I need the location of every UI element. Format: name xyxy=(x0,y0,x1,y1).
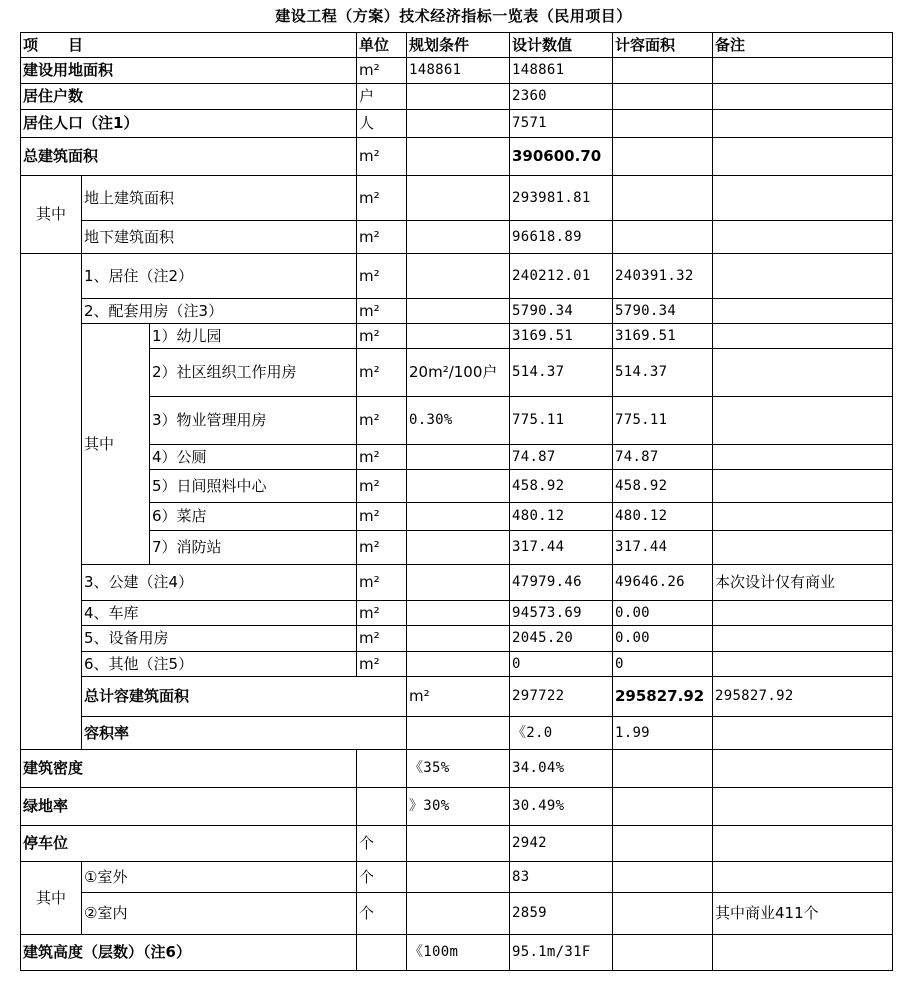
row-plan xyxy=(407,826,510,862)
row-label: 居住户数 xyxy=(21,84,357,110)
row-plan xyxy=(407,176,510,221)
row-unit: m² xyxy=(357,445,407,470)
row-plan xyxy=(407,254,510,299)
row-note xyxy=(713,299,893,324)
row-unit: m² xyxy=(357,254,407,299)
row-design: 295827.92 xyxy=(613,677,713,717)
row-note xyxy=(713,397,893,445)
table-row xyxy=(21,349,893,397)
row-label: ①室外 xyxy=(82,862,357,893)
header-note: 备注 xyxy=(713,33,893,58)
row-plan xyxy=(407,626,510,652)
row-design: 390600.70 xyxy=(510,138,613,176)
row-plan: 》30% xyxy=(407,788,510,826)
row-plan xyxy=(407,324,510,349)
row-note xyxy=(713,652,893,677)
row-design: 148861 xyxy=(510,58,613,84)
row-design: 458.92 xyxy=(510,470,613,503)
row-design: 2360 xyxy=(510,84,613,110)
row-label: 5、设备用房 xyxy=(82,626,357,652)
among-label: 其中 xyxy=(21,862,82,935)
row-design: 0 xyxy=(510,652,613,677)
row-design: 30.49% xyxy=(510,788,613,826)
row-design: 3169.51 xyxy=(510,324,613,349)
row-plan xyxy=(407,565,510,601)
row-plan: 148861 xyxy=(407,58,510,84)
row-design: 775.11 xyxy=(510,397,613,445)
row-plan: 《35% xyxy=(407,750,510,788)
row-unit: 人 xyxy=(357,110,407,138)
row-design: 94573.69 xyxy=(510,601,613,626)
row-far: 5790.34 xyxy=(613,299,713,324)
row-design: 480.12 xyxy=(510,503,613,531)
row-note xyxy=(713,626,893,652)
table-row xyxy=(21,470,893,503)
row-note xyxy=(713,324,893,349)
row-unit: m² xyxy=(357,470,407,503)
row-note xyxy=(713,110,893,138)
row-design: 2045.20 xyxy=(510,626,613,652)
row-far xyxy=(613,750,713,788)
table-row xyxy=(21,626,893,652)
row-far xyxy=(613,84,713,110)
row-note xyxy=(713,470,893,503)
row-note xyxy=(713,349,893,397)
row-far xyxy=(613,58,713,84)
row-far: 295827.92 xyxy=(713,677,893,717)
row-design: 96618.89 xyxy=(510,221,613,254)
table-row xyxy=(21,445,893,470)
table-row xyxy=(21,826,893,862)
row-label: 建筑密度 xyxy=(21,750,357,788)
row-plan xyxy=(407,862,510,893)
row-far: 3169.51 xyxy=(613,324,713,349)
row-label: 6、其他（注5） xyxy=(82,652,357,677)
row-label: 建筑高度（层数）（注6） xyxy=(21,935,357,971)
among-label: 其中 xyxy=(21,176,82,254)
row-design: 95.1m/31F xyxy=(510,935,613,971)
row-design: 514.37 xyxy=(510,349,613,397)
row-label: 绿地率 xyxy=(21,788,357,826)
row-label: ②室内 xyxy=(82,893,357,935)
row-unit: m² xyxy=(407,677,510,717)
row-note xyxy=(713,531,893,565)
row-design: 293981.81 xyxy=(510,176,613,221)
row-label: 4）公厕 xyxy=(150,445,357,470)
row-far: 0.00 xyxy=(613,626,713,652)
row-label: 3）物业管理用房 xyxy=(150,397,357,445)
row-label: 地下建筑面积 xyxy=(82,221,357,254)
header-design: 设计数值 xyxy=(510,33,613,58)
row-far xyxy=(613,176,713,221)
row-unit: m² xyxy=(357,324,407,349)
row-label: 停车位 xyxy=(21,826,357,862)
row-unit: m² xyxy=(357,652,407,677)
row-note xyxy=(713,826,893,862)
row-far: 480.12 xyxy=(613,503,713,531)
row-design: 2859 xyxy=(510,893,613,935)
table-row xyxy=(21,717,893,750)
row-plan: 20m²/100户 xyxy=(407,349,510,397)
row-note xyxy=(713,221,893,254)
row-unit: 个 xyxy=(357,893,407,935)
row-label: 1）幼儿园 xyxy=(150,324,357,349)
row-note: 其中商业411个 xyxy=(713,893,893,935)
row-label: 5）日间照料中心 xyxy=(150,470,357,503)
table-row xyxy=(21,935,893,971)
row-plan xyxy=(407,445,510,470)
row-unit: 户 xyxy=(357,84,407,110)
row-label: 6）菜店 xyxy=(150,503,357,531)
row-unit: m² xyxy=(357,601,407,626)
row-far: 458.92 xyxy=(613,470,713,503)
table-row xyxy=(21,58,893,84)
table-row xyxy=(21,110,893,138)
row-design: 34.04% xyxy=(510,750,613,788)
row-label: 建设用地面积 xyxy=(21,58,357,84)
row-unit: m² xyxy=(357,531,407,565)
row-plan xyxy=(407,138,510,176)
table-title: 建设工程（方案）技术经济指标一览表（民用项目） xyxy=(275,7,632,25)
row-label: 2、配套用房（注3） xyxy=(82,299,357,324)
row-plan xyxy=(407,470,510,503)
row-far: 317.44 xyxy=(613,531,713,565)
row-far: 0 xyxy=(613,652,713,677)
row-unit xyxy=(357,750,407,788)
row-note: 本次设计仅有商业 xyxy=(713,565,893,601)
indicator-table xyxy=(20,32,893,971)
row-note xyxy=(713,750,893,788)
row-plan xyxy=(407,84,510,110)
row-label: 总计容建筑面积 xyxy=(82,677,407,717)
table-row xyxy=(21,397,893,445)
row-far xyxy=(613,788,713,826)
row-label: 2）社区组织工作用房 xyxy=(150,349,357,397)
header-unit: 单位 xyxy=(357,33,407,58)
row-unit: m² xyxy=(357,397,407,445)
among-label: 其中 xyxy=(82,324,150,565)
row-note xyxy=(713,503,893,531)
header-plan: 规划条件 xyxy=(407,33,510,58)
row-note xyxy=(713,176,893,221)
row-design: 7571 xyxy=(510,110,613,138)
row-unit: m² xyxy=(357,299,407,324)
table-row xyxy=(21,299,893,324)
table-row xyxy=(21,84,893,110)
table-row xyxy=(21,324,893,349)
row-design: 74.87 xyxy=(510,445,613,470)
table-row xyxy=(21,788,893,826)
row-plan xyxy=(407,503,510,531)
table-row xyxy=(21,652,893,677)
table-row xyxy=(21,601,893,626)
table-row xyxy=(21,254,893,299)
row-far xyxy=(613,893,713,935)
row-design: 240212.01 xyxy=(510,254,613,299)
row-note xyxy=(713,254,893,299)
row-label: 1、居住（注2） xyxy=(82,254,357,299)
row-plan: 《2.0 xyxy=(510,717,613,750)
row-unit xyxy=(357,935,407,971)
row-plan xyxy=(407,299,510,324)
blank-cell xyxy=(21,254,82,750)
table-row xyxy=(21,503,893,531)
row-label: 居住人口（注1） xyxy=(21,110,357,138)
row-plan: 0.30% xyxy=(407,397,510,445)
row-label: 总建筑面积 xyxy=(21,138,357,176)
row-plan xyxy=(407,221,510,254)
table-row xyxy=(21,893,893,935)
row-far xyxy=(613,935,713,971)
row-note xyxy=(713,601,893,626)
table-row xyxy=(21,221,893,254)
row-note xyxy=(713,84,893,110)
row-unit: m² xyxy=(357,138,407,176)
row-note xyxy=(713,862,893,893)
row-far xyxy=(613,826,713,862)
row-plan: 《100m xyxy=(407,935,510,971)
row-note xyxy=(713,138,893,176)
table-row xyxy=(21,862,893,893)
row-plan xyxy=(407,110,510,138)
row-unit xyxy=(357,788,407,826)
row-unit: m² xyxy=(357,221,407,254)
row-label: 7）消防站 xyxy=(150,531,357,565)
row-plan xyxy=(407,601,510,626)
row-note xyxy=(713,935,893,971)
table-row xyxy=(21,176,893,221)
row-far xyxy=(613,138,713,176)
row-far: 74.87 xyxy=(613,445,713,470)
table-row xyxy=(21,677,893,717)
row-design: 83 xyxy=(510,862,613,893)
row-unit: m² xyxy=(357,565,407,601)
row-unit: m² xyxy=(357,626,407,652)
row-plan xyxy=(407,652,510,677)
row-unit xyxy=(407,717,510,750)
header-far: 计容面积 xyxy=(613,33,713,58)
row-unit: m² xyxy=(357,58,407,84)
row-design: 1.99 xyxy=(613,717,713,750)
row-unit: 个 xyxy=(357,826,407,862)
header-row xyxy=(21,33,893,58)
table-row xyxy=(21,531,893,565)
row-unit: m² xyxy=(357,503,407,531)
row-far: 775.11 xyxy=(613,397,713,445)
row-design: 5790.34 xyxy=(510,299,613,324)
row-far xyxy=(613,862,713,893)
row-note xyxy=(713,788,893,826)
row-far: 0.00 xyxy=(613,601,713,626)
table-row xyxy=(21,565,893,601)
row-far: 514.37 xyxy=(613,349,713,397)
header-item: 项 目 xyxy=(21,33,357,58)
row-far xyxy=(713,717,893,750)
row-far: 49646.26 xyxy=(613,565,713,601)
row-far xyxy=(613,110,713,138)
row-note xyxy=(713,58,893,84)
row-note xyxy=(713,445,893,470)
row-plan xyxy=(407,893,510,935)
row-plan: 297722 xyxy=(510,677,613,717)
row-plan xyxy=(407,531,510,565)
row-unit: m² xyxy=(357,176,407,221)
row-design: 2942 xyxy=(510,826,613,862)
row-far: 240391.32 xyxy=(613,254,713,299)
row-unit: m² xyxy=(357,349,407,397)
row-label: 4、车库 xyxy=(82,601,357,626)
row-label: 地上建筑面积 xyxy=(82,176,357,221)
row-unit: 个 xyxy=(357,862,407,893)
row-label: 容积率 xyxy=(82,717,407,750)
row-design: 47979.46 xyxy=(510,565,613,601)
row-design: 317.44 xyxy=(510,531,613,565)
row-far xyxy=(613,221,713,254)
row-label: 3、公建（注4） xyxy=(82,565,357,601)
table-row xyxy=(21,138,893,176)
table-row xyxy=(21,750,893,788)
